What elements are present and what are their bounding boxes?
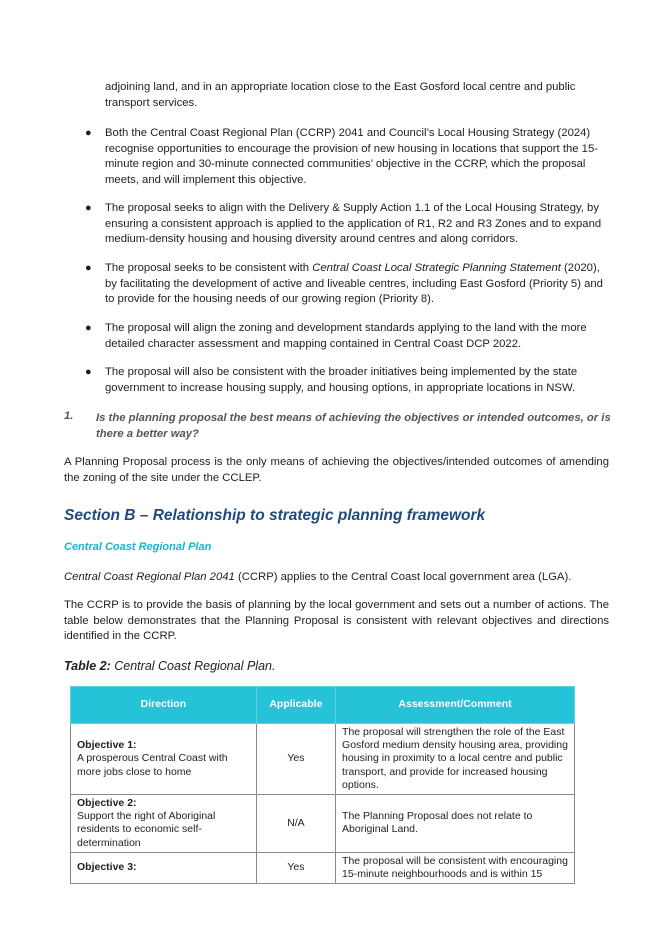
ccrp-intro-paragraph: Central Coast Regional Plan 2041 (CCRP) applies to the Central Coast local government area (LGA). xyxy=(64,571,572,583)
applicable-cell: N/A xyxy=(256,795,335,853)
question-number: 1. xyxy=(64,410,74,422)
comment-cell: The proposal will be consistent with encouraging 15-minute neighbourhoods and is within 15 xyxy=(336,852,575,883)
direction-cell: Objective 3: xyxy=(71,852,257,883)
table-header-row xyxy=(71,687,575,724)
header-assessment: Assessment/Comment xyxy=(336,687,575,724)
table-row xyxy=(71,795,575,853)
section-b-title: Section B – Relationship to strategic planning framework xyxy=(64,507,486,524)
answer-paragraph: A Planning Proposal process is the only means of achieving the objectives/intended outcomes of amending the zoning of the site under the CCLEP. xyxy=(64,456,609,484)
bullet-item: ● The proposal seeks to align with the Delivery & Supply Action 1.1 of the Local Housing Strategy, by ensuring a consistent approach is applied to the application of R1, R2 and R3 Zones and to expand medium-density housing and housing diversity around centres and along corridors. xyxy=(85,202,602,245)
bullet-item: ● Both the Central Coast Regional Plan (CCRP) 2041 and Council’s Local Housing Strategy (2024) recognise opportunities to encourage the provision of new housing in locations that support the 15-minute region and 30-minute connected communities’ objective in the CCRP, which the proposal meets, and will implement this objective. xyxy=(85,127,598,186)
bullet-dot-icon: ● xyxy=(85,366,92,378)
table-row xyxy=(71,852,575,883)
bullet-item: ● The proposal will also be consistent with the broader initiatives being implemented by the state government to increase housing supply, and housing options, in appropriate locations in NSW. xyxy=(85,366,578,394)
comment-cell: The Planning Proposal does not relate to Aboriginal Land. xyxy=(336,795,575,853)
applicable-cell: Yes xyxy=(256,724,335,795)
bullet-dot-icon: ● xyxy=(85,202,92,214)
header-direction: Direction xyxy=(71,687,257,724)
direction-cell: Objective 2: Support the right of Aboriginal residents to economic self-determination xyxy=(71,795,257,853)
applicable-cell: Yes xyxy=(256,852,335,883)
ccrp-subtitle: Central Coast Regional Plan xyxy=(64,541,212,553)
ccrp-table xyxy=(70,686,575,884)
bullet-dot-icon: ● xyxy=(85,262,92,274)
header-applicable: Applicable xyxy=(256,687,335,724)
bullet-dot-icon: ● xyxy=(85,322,92,334)
table-row xyxy=(71,724,575,795)
comment-cell: The proposal will strengthen the role of the East Gosford medium density housing area, providing housing in proximity to a local centre and public transport, and provide for increased housing options. xyxy=(336,724,575,795)
direction-cell: Objective 1: A prosperous Central Coast with more jobs close to home xyxy=(71,724,257,795)
question-text: Is the planning proposal the best means of achieving the objectives or intended outcomes, or is there a better way? xyxy=(96,412,611,440)
continued-bullet-text: adjoining land, and in an appropriate location close to the East Gosford local centre and public transport services. xyxy=(105,81,576,109)
table-caption: Table 2: Central Coast Regional Plan. xyxy=(64,659,276,673)
bullet-item: ● The proposal seeks to be consistent with Central Coast Local Strategic Planning Statement (2020), by facilitating the development of active and liveable centres, including East Gosford (Priority 5) and to provide for the housing needs of our growing region (Priority 8). xyxy=(85,262,603,305)
ccrp-description-paragraph: The CCRP is to provide the basis of planning by the local government and sets out a number of actions. The table below demonstrates that the Planning Proposal is consistent with relevant objectives and directions identified in the CCRP. xyxy=(64,599,609,642)
bullet-item: ● The proposal will align the zoning and development standards applying to the land with the more detailed character assessment and mapping contained in Central Coast DCP 2022. xyxy=(85,322,587,350)
bullet-dot-icon: ● xyxy=(85,127,92,139)
